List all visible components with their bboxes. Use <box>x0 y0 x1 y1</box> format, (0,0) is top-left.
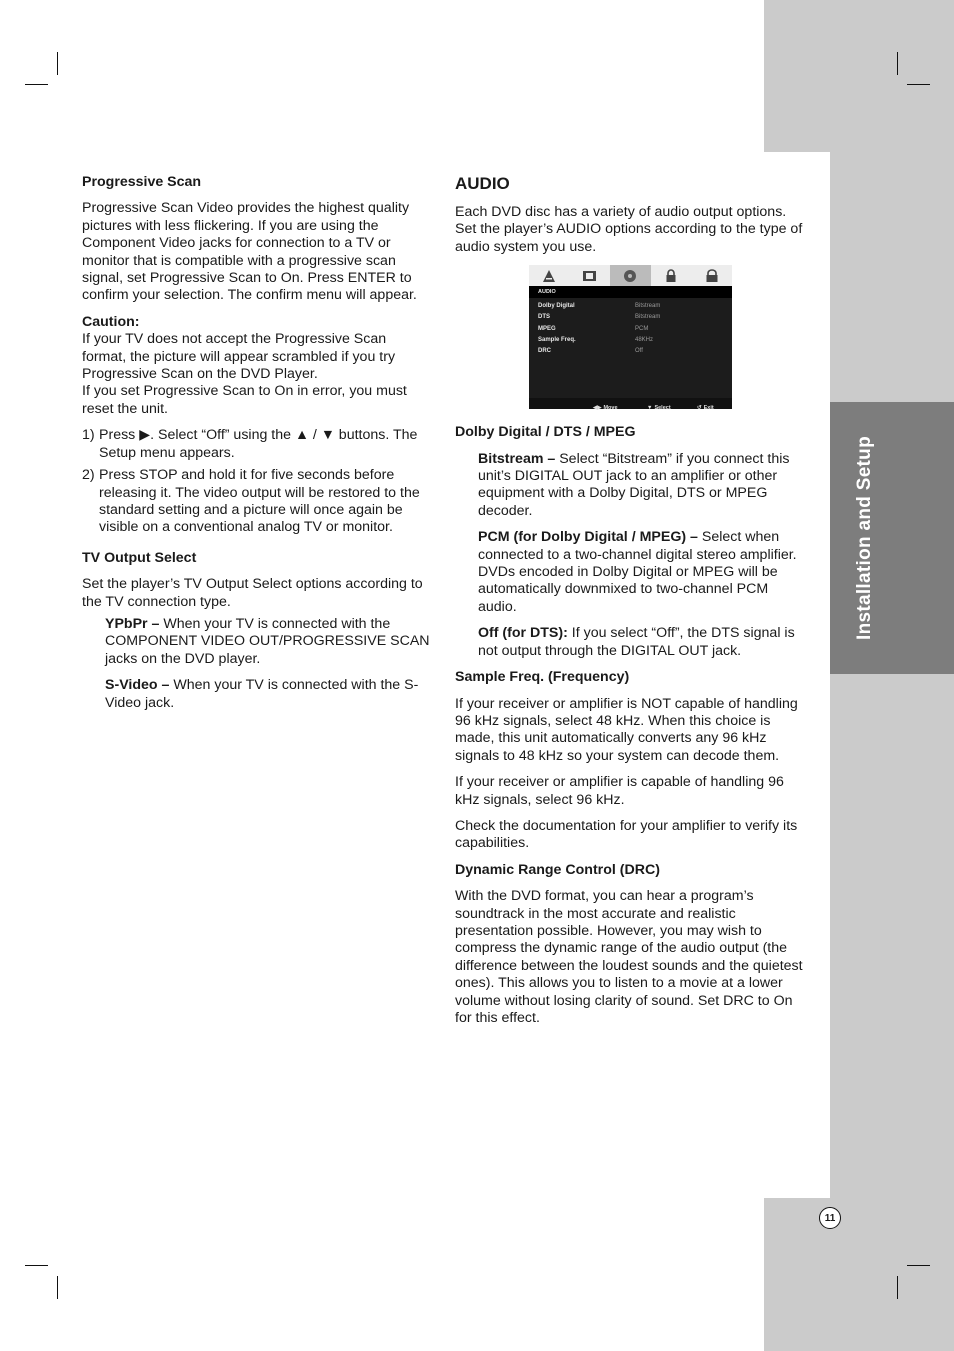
menu-footer-select <box>647 400 671 417</box>
lock-tab-icon <box>651 265 692 286</box>
section-tab-label: Installation and Setup <box>854 435 875 641</box>
menu-row-value: Bitstream <box>635 303 661 310</box>
audio-setup-menu <box>529 265 732 412</box>
sample-freq-heading: Sample Freq. (Frequency) <box>455 669 630 686</box>
dolby-heading: Dolby Digital / DTS / MPEG <box>455 424 636 441</box>
option-text: Select when connected to a two-channel digital stereo amplifier. DVDs encoded in Dolby Digital or MPEG will be automatically downmixed to two-channel PCM audio. <box>478 529 797 615</box>
crop-mark <box>907 1265 930 1266</box>
menu-row <box>529 312 732 323</box>
crop-mark <box>25 1265 48 1266</box>
language-tab-icon <box>529 265 570 286</box>
menu-row-value: PCM <box>635 325 649 332</box>
left-right-arrows-icon: ◀▶ <box>593 405 602 412</box>
option-term: Bitstream – <box>478 450 556 467</box>
menu-footer-exit <box>697 400 714 417</box>
return-icon: ↺ <box>697 405 702 412</box>
drc-heading: Dynamic Range Control (DRC) <box>455 861 660 878</box>
menu-row-value: 48KHz <box>635 336 654 343</box>
bitstream-option <box>455 451 807 521</box>
menu-footer <box>529 398 732 412</box>
sample-freq-paragraph: Check the documentation for your amplifier to verify its capabilities. <box>455 817 798 852</box>
menu-row <box>529 346 732 357</box>
menu-row <box>529 301 732 312</box>
page-number: 11 <box>819 1207 841 1229</box>
list-text: Press STOP and hold it for five seconds before releasing it. The video output will be restored to the standard setting and a picture will once again be visible on a conventional analog TV or monitor. <box>99 467 420 536</box>
ypbpr-option <box>82 616 434 668</box>
menu-row-label: Sample Freq. <box>538 336 576 343</box>
crop-mark <box>57 52 58 75</box>
drc-body: With the DVD format, you can hear a program’s soundtrack in the most accurate and realistic presentation possible. However, you may wish to compress the dynamic range of the audio output (the difference between the loudest sounds and the quietest ones). This allows you to listen to a movie at a lower volume without losing clarity of sound. Set DRC to On for this effect. <box>455 888 803 1026</box>
audio-intro: Each DVD disc has a variety of audio output options. Set the player’s AUDIO options according to the type of audio system you use. <box>455 204 803 255</box>
menu-header: AUDIO <box>529 286 732 298</box>
sidebar-band-top <box>764 0 954 152</box>
sidebar-band <box>830 152 954 1198</box>
sample-freq-paragraph: If your receiver or amplifier is capable of handling 96 kHz signals, select 96 kHz. <box>455 774 784 808</box>
exit-label: Exit <box>703 405 714 412</box>
option-text: If you select “Off”, the DTS signal is not output through the DIGITAL OUT jack. <box>478 625 795 659</box>
menu-row-value: Bitstream <box>635 314 661 321</box>
list-text: Press ▶. Select “Off” using the ▲ / ▼ buttons. The Setup menu appears. <box>99 427 418 461</box>
caution-heading: Caution: <box>82 313 140 330</box>
crop-mark <box>907 84 930 85</box>
option-text: When your TV is connected with the COMPONENT VIDEO OUT/PROGRESSIVE SCAN jacks on the DVD player. <box>105 615 430 667</box>
caution-line: If your TV does not accept the Progressive Scan format, the picture will appear scrambled if you try Progressive Scan on the DVD Player. <box>82 331 396 383</box>
move-label: Move <box>603 405 618 412</box>
option-term: Off (for DTS): <box>478 625 568 642</box>
option-term: YPbPr – <box>105 615 160 632</box>
option-term: S-Video – <box>105 677 170 694</box>
option-text: Select “Bitstream” if you connect this unit’s DIGITAL OUT jack to an amplifier or other equipment with a Dolby Digital, DTS or MPEG decoder. <box>478 450 790 519</box>
tv-output-heading: TV Output Select <box>82 549 197 566</box>
list-item <box>82 467 434 537</box>
list-number: 2) <box>82 467 95 484</box>
crop-mark <box>57 1276 58 1299</box>
crop-mark <box>897 52 898 75</box>
others-tab-icon <box>691 265 732 286</box>
menu-row-value: Off <box>635 347 643 354</box>
sample-freq-paragraph: If your receiver or amplifier is NOT capable of handling 96 kHz signals, select 48 kHz. When this choice is made, this unit automatically converts any 96 kHz signals to 48 kHz so your system can decode them. <box>455 695 798 764</box>
menu-row <box>529 335 732 346</box>
menu-row <box>529 324 732 335</box>
audio-tab-icon <box>610 265 651 286</box>
display-tab-icon <box>570 265 611 286</box>
tv-output-body: Set the player’s TV Output Select options according to the TV connection type. <box>82 576 423 610</box>
menu-row-label: DRC <box>538 347 551 354</box>
caution-line: If you set Progressive Scan to On in error, you must reset the unit. <box>82 383 407 417</box>
pcm-option <box>455 529 807 616</box>
menu-footer-move <box>593 400 618 417</box>
progressive-scan-heading: Progressive Scan <box>82 174 202 190</box>
off-option <box>455 625 807 660</box>
crop-mark <box>897 1276 898 1299</box>
menu-row-label: Dolby Digital <box>538 303 575 310</box>
menu-row-label: MPEG <box>538 325 556 332</box>
option-text: When your TV is connected with the S-Video jack. <box>105 677 419 711</box>
progressive-scan-body: Progressive Scan Video provides the highest quality pictures with less flickering. If you are using the Component Video jacks for connection to a TV or monitor that is compatible with a progressive scan signal, set Progressive Scan to On. Press ENTER to confirm your selection. The confirm menu will appear. <box>82 200 417 304</box>
list-number: 1) <box>82 427 95 444</box>
select-label: Select <box>654 405 671 412</box>
left-column <box>82 174 434 721</box>
option-term: PCM (for Dolby Digital / MPEG) – <box>478 529 698 546</box>
menu-row-label: DTS <box>538 314 550 321</box>
sidebar-band-bottom <box>764 1198 954 1351</box>
right-column <box>455 174 807 1036</box>
audio-heading: AUDIO <box>455 174 510 193</box>
menu-tab-bar <box>529 265 732 286</box>
down-arrow-icon: ▼ <box>647 405 653 412</box>
section-tab <box>830 402 954 674</box>
list-item <box>82 427 434 462</box>
crop-mark <box>25 84 48 85</box>
svideo-option <box>82 677 434 712</box>
